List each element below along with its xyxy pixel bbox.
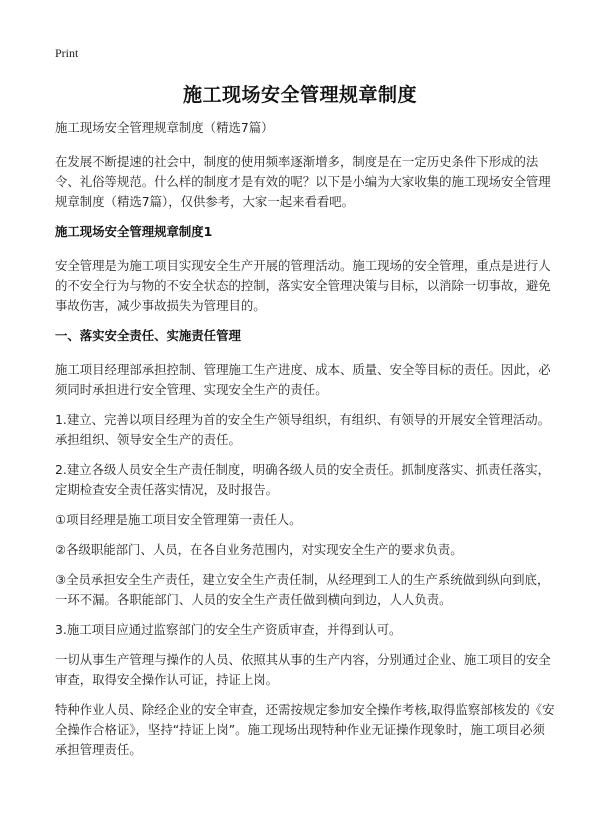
print-link[interactable]: Print xyxy=(55,46,79,60)
subsection-heading: 一、落实安全责任、实施责任管理 xyxy=(55,328,241,343)
body-paragraph: ③全员承担安全生产责任，建立安全生产责任制，从经理到工人的生产系统做到纵向到底，一环不漏。各职能部门、人员的安全生产责任做到横向到边，人人负责。 xyxy=(55,572,550,607)
body-paragraph: 2.建立各级人员安全生产责任制度，明确各级人员的安全责任。抓制度落实、抓责任落实，定期检查安全责任落实情况，及时报告。 xyxy=(55,462,551,497)
body-paragraph: 1.建立、完善以项目经理为首的安全生产领导组织，有组织、有领导的开展安全管理活动。承担组织、领导安全生产的责任。 xyxy=(55,412,551,447)
intro-paragraph: 在发展不断提速的社会中，制度的使用频率逐渐增多，制度是在一定历史条件下形成的法令、礼俗等规范。什么样的制度才是有效的呢？以下是小编为大家收集的施工现场安全管理规章制度（精选7篇），仅供参考，大家一起来看看吧。 xyxy=(55,154,551,209)
body-paragraph: 施工项目经理部承担控制、管理施工生产进度、成本、质量、安全等目标的责任。因此，必须同时承担进行安全管理、实现安全生产的责任。 xyxy=(55,362,551,397)
body-paragraph: 一切从事生产管理与操作的人员、依照其从事的生产内容，分别通过企业、施工项目的安全审查，取得安全操作认可证，持证上岗。 xyxy=(55,652,551,687)
body-paragraph: 特种作业人员、除经企业的安全审查，还需按规定参加安全操作考核,取得监察部核发的《安全操作合格证》，坚持“持证上岗”。施工现场出现特种作业无证操作现象时，施工项目必须承担管理责任。 xyxy=(55,702,555,757)
section-title: 施工现场安全管理规章制度1 xyxy=(55,224,213,239)
body-paragraph: ②各级职能部门、人员，在各自业务范围内，对实现安全生产的要求负责。 xyxy=(55,542,463,557)
document-title: 施工现场安全管理规章制度 xyxy=(182,84,417,106)
section-intro-paragraph: 安全管理是为施工项目实现安全生产开展的管理活动。施工现场的安全管理，重点是进行人的不安全行为与物的不安全状态的控制，落实安全管理决策与目标，以消除一切事故，避免事故伤害，减少事故损失为管理目的。 xyxy=(55,258,551,313)
document-body xyxy=(55,118,555,770)
document-subtitle: 施工现场安全管理规章制度（精选7篇） xyxy=(55,120,274,135)
body-paragraph: ①项目经理是施工项目安全管理第一责任人。 xyxy=(55,512,302,527)
body-paragraph: 3.施工项目应通过监察部门的安全生产资质审查，并得到认可。 xyxy=(55,622,402,637)
